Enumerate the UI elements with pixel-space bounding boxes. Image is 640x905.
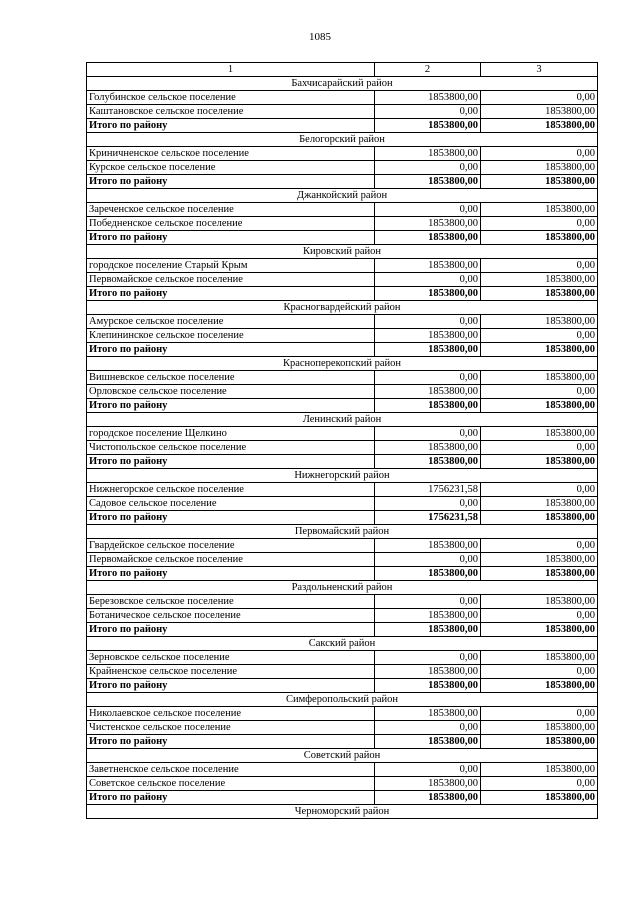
settlement-value-col2: 0,00	[375, 651, 481, 665]
settlement-value-col2: 1853800,00	[375, 329, 481, 343]
total-value-col3: 1853800,00	[481, 343, 598, 357]
total-label: Итого по району	[87, 623, 375, 637]
settlement-value-col2: 0,00	[375, 105, 481, 119]
settlement-value-col3: 0,00	[481, 777, 598, 791]
district-name: Первомайский район	[87, 525, 598, 539]
settlement-name: Первомайское сельское поселение	[87, 273, 375, 287]
district-name: Советский район	[87, 749, 598, 763]
district-header-row	[87, 805, 598, 819]
settlement-name: Чистопольское сельское поселение	[87, 441, 375, 455]
settlement-value-col3: 1853800,00	[481, 371, 598, 385]
settlement-name: Каштановское сельское поселение	[87, 105, 375, 119]
settlement-row	[87, 651, 598, 665]
settlement-row	[87, 427, 598, 441]
district-header-row	[87, 637, 598, 651]
settlement-name: Амурское сельское поселение	[87, 315, 375, 329]
district-header-row	[87, 693, 598, 707]
settlement-row	[87, 273, 598, 287]
district-total-row	[87, 343, 598, 357]
settlement-row	[87, 497, 598, 511]
settlement-value-col2: 1853800,00	[375, 91, 481, 105]
settlement-row	[87, 721, 598, 735]
district-header-row	[87, 581, 598, 595]
settlement-value-col3: 1853800,00	[481, 553, 598, 567]
district-name: Красноперекопский район	[87, 357, 598, 371]
settlement-value-col3: 1853800,00	[481, 273, 598, 287]
district-total-row	[87, 455, 598, 469]
settlement-value-col2: 1853800,00	[375, 609, 481, 623]
settlement-row	[87, 203, 598, 217]
settlement-name: Советское сельское поселение	[87, 777, 375, 791]
settlement-value-col3: 0,00	[481, 609, 598, 623]
settlement-name: Ботаническое сельское поселение	[87, 609, 375, 623]
settlement-row	[87, 385, 598, 399]
settlement-name: Садовое сельское поселение	[87, 497, 375, 511]
total-label: Итого по району	[87, 175, 375, 189]
district-name: Нижнегорский район	[87, 469, 598, 483]
settlement-value-col3: 0,00	[481, 539, 598, 553]
settlement-value-col2: 1853800,00	[375, 259, 481, 273]
settlement-name: Зерновское сельское поселение	[87, 651, 375, 665]
district-name: Джанкойский район	[87, 189, 598, 203]
settlement-name: Заветненское сельское поселение	[87, 763, 375, 777]
district-name: Симферопольский район	[87, 693, 598, 707]
total-value-col3: 1853800,00	[481, 399, 598, 413]
total-label: Итого по району	[87, 679, 375, 693]
settlement-name: Чистенское сельское поселение	[87, 721, 375, 735]
settlement-value-col3: 0,00	[481, 707, 598, 721]
settlement-row	[87, 609, 598, 623]
total-value-col2: 1853800,00	[375, 455, 481, 469]
settlement-row	[87, 161, 598, 175]
district-header-row	[87, 245, 598, 259]
settlement-name: Голубинское сельское поселение	[87, 91, 375, 105]
settlement-row	[87, 259, 598, 273]
column-header-3: 3	[481, 63, 598, 77]
total-label: Итого по району	[87, 735, 375, 749]
total-label: Итого по району	[87, 567, 375, 581]
district-total-row	[87, 735, 598, 749]
settlement-value-col2: 0,00	[375, 371, 481, 385]
district-total-row	[87, 791, 598, 805]
total-label: Итого по району	[87, 119, 375, 133]
settlement-name: Орловское сельское поселение	[87, 385, 375, 399]
settlement-row	[87, 147, 598, 161]
page-number: 1085	[309, 31, 331, 43]
total-value-col3: 1853800,00	[481, 791, 598, 805]
settlement-name: Курское сельское поселение	[87, 161, 375, 175]
district-header-row	[87, 525, 598, 539]
total-value-col3: 1853800,00	[481, 455, 598, 469]
table-body	[87, 63, 598, 819]
settlement-name: Криничненское сельское поселение	[87, 147, 375, 161]
district-total-row	[87, 679, 598, 693]
settlement-value-col2: 0,00	[375, 203, 481, 217]
district-name: Белогорский район	[87, 133, 598, 147]
total-label: Итого по району	[87, 511, 375, 525]
settlement-value-col3: 1853800,00	[481, 595, 598, 609]
total-value-col2: 1853800,00	[375, 623, 481, 637]
settlement-value-col3: 0,00	[481, 91, 598, 105]
settlement-value-col2: 0,00	[375, 763, 481, 777]
settlement-row	[87, 91, 598, 105]
settlement-value-col2: 1853800,00	[375, 441, 481, 455]
total-value-col3: 1853800,00	[481, 679, 598, 693]
district-name: Ленинский район	[87, 413, 598, 427]
district-name: Сакский район	[87, 637, 598, 651]
settlement-name: городское поселение Старый Крым	[87, 259, 375, 273]
district-total-row	[87, 623, 598, 637]
settlement-row	[87, 217, 598, 231]
district-name: Кировский район	[87, 245, 598, 259]
settlement-name: Нижнегорское сельское поселение	[87, 483, 375, 497]
settlement-value-col3: 1853800,00	[481, 203, 598, 217]
settlement-value-col2: 1853800,00	[375, 147, 481, 161]
settlement-row	[87, 665, 598, 679]
settlement-value-col2: 1853800,00	[375, 539, 481, 553]
total-value-col3: 1853800,00	[481, 287, 598, 301]
settlement-value-col2: 0,00	[375, 161, 481, 175]
district-total-row	[87, 399, 598, 413]
settlement-value-col3: 0,00	[481, 147, 598, 161]
district-total-row	[87, 287, 598, 301]
settlement-name: Крайненское сельское поселение	[87, 665, 375, 679]
settlement-value-col3: 0,00	[481, 441, 598, 455]
column-header-1: 1	[87, 63, 375, 77]
settlement-value-col3: 0,00	[481, 385, 598, 399]
settlement-name: Клепининское сельское поселение	[87, 329, 375, 343]
settlement-value-col2: 0,00	[375, 273, 481, 287]
district-total-row	[87, 511, 598, 525]
settlement-row	[87, 371, 598, 385]
total-value-col2: 1853800,00	[375, 735, 481, 749]
total-value-col2: 1853800,00	[375, 231, 481, 245]
settlement-value-col3: 1853800,00	[481, 315, 598, 329]
total-label: Итого по району	[87, 399, 375, 413]
settlement-name: Первомайское сельское поселение	[87, 553, 375, 567]
settlement-name: Зареченское сельское поселение	[87, 203, 375, 217]
total-value-col3: 1853800,00	[481, 735, 598, 749]
settlement-value-col3: 1853800,00	[481, 651, 598, 665]
settlement-row	[87, 329, 598, 343]
settlement-row	[87, 539, 598, 553]
settlement-row	[87, 315, 598, 329]
settlement-value-col2: 0,00	[375, 721, 481, 735]
total-value-col2: 1853800,00	[375, 287, 481, 301]
settlement-name: Николаевское сельское поселение	[87, 707, 375, 721]
settlement-value-col3: 0,00	[481, 483, 598, 497]
district-header-row	[87, 413, 598, 427]
district-header-row	[87, 469, 598, 483]
total-value-col3: 1853800,00	[481, 119, 598, 133]
total-value-col3: 1853800,00	[481, 175, 598, 189]
settlement-row	[87, 595, 598, 609]
total-value-col3: 1853800,00	[481, 511, 598, 525]
allocation-table	[86, 62, 598, 819]
settlement-row	[87, 483, 598, 497]
total-value-col2: 1853800,00	[375, 679, 481, 693]
settlement-row	[87, 777, 598, 791]
total-label: Итого по району	[87, 287, 375, 301]
district-name: Красногвардейский район	[87, 301, 598, 315]
district-header-row	[87, 77, 598, 91]
settlement-name: городское поселение Щелкино	[87, 427, 375, 441]
settlement-row	[87, 553, 598, 567]
settlement-value-col2: 0,00	[375, 595, 481, 609]
district-total-row	[87, 119, 598, 133]
settlement-value-col3: 1853800,00	[481, 497, 598, 511]
total-value-col2: 1853800,00	[375, 399, 481, 413]
settlement-value-col3: 1853800,00	[481, 427, 598, 441]
settlement-value-col2: 0,00	[375, 553, 481, 567]
district-header-row	[87, 133, 598, 147]
total-value-col3: 1853800,00	[481, 623, 598, 637]
settlement-name: Гвардейское сельское поселение	[87, 539, 375, 553]
district-total-row	[87, 567, 598, 581]
settlement-value-col3: 0,00	[481, 665, 598, 679]
settlement-row	[87, 105, 598, 119]
settlement-value-col2: 1853800,00	[375, 217, 481, 231]
total-value-col2: 1853800,00	[375, 175, 481, 189]
settlement-value-col2: 1853800,00	[375, 707, 481, 721]
settlement-value-col2: 1853800,00	[375, 665, 481, 679]
settlement-value-col3: 0,00	[481, 329, 598, 343]
settlement-value-col2: 0,00	[375, 315, 481, 329]
settlement-value-col2: 1853800,00	[375, 777, 481, 791]
district-total-row	[87, 231, 598, 245]
column-header-2: 2	[375, 63, 481, 77]
district-name: Раздольненский район	[87, 581, 598, 595]
settlement-value-col3: 0,00	[481, 259, 598, 273]
settlement-value-col2: 1756231,58	[375, 483, 481, 497]
total-label: Итого по району	[87, 791, 375, 805]
column-header-row	[87, 63, 598, 77]
settlement-row	[87, 707, 598, 721]
settlement-value-col2: 0,00	[375, 497, 481, 511]
settlement-value-col3: 1853800,00	[481, 105, 598, 119]
total-value-col3: 1853800,00	[481, 567, 598, 581]
district-total-row	[87, 175, 598, 189]
settlement-value-col3: 0,00	[481, 217, 598, 231]
settlement-value-col3: 1853800,00	[481, 763, 598, 777]
total-value-col2: 1853800,00	[375, 119, 481, 133]
district-header-row	[87, 189, 598, 203]
settlement-value-col2: 1853800,00	[375, 385, 481, 399]
district-header-row	[87, 357, 598, 371]
total-value-col2: 1853800,00	[375, 343, 481, 357]
settlement-name: Вишневское сельское поселение	[87, 371, 375, 385]
settlement-row	[87, 441, 598, 455]
settlement-name: Березовское сельское поселение	[87, 595, 375, 609]
total-value-col2: 1756231,58	[375, 511, 481, 525]
total-label: Итого по району	[87, 231, 375, 245]
total-value-col2: 1853800,00	[375, 567, 481, 581]
district-header-row	[87, 749, 598, 763]
settlement-value-col3: 1853800,00	[481, 721, 598, 735]
settlement-value-col2: 0,00	[375, 427, 481, 441]
district-name: Черноморский район	[87, 805, 598, 819]
total-label: Итого по району	[87, 455, 375, 469]
total-value-col3: 1853800,00	[481, 231, 598, 245]
settlement-name: Победненское сельское поселение	[87, 217, 375, 231]
total-label: Итого по району	[87, 343, 375, 357]
settlement-value-col3: 1853800,00	[481, 161, 598, 175]
district-name: Бахчисарайский район	[87, 77, 598, 91]
settlement-row	[87, 763, 598, 777]
district-header-row	[87, 301, 598, 315]
total-value-col2: 1853800,00	[375, 791, 481, 805]
